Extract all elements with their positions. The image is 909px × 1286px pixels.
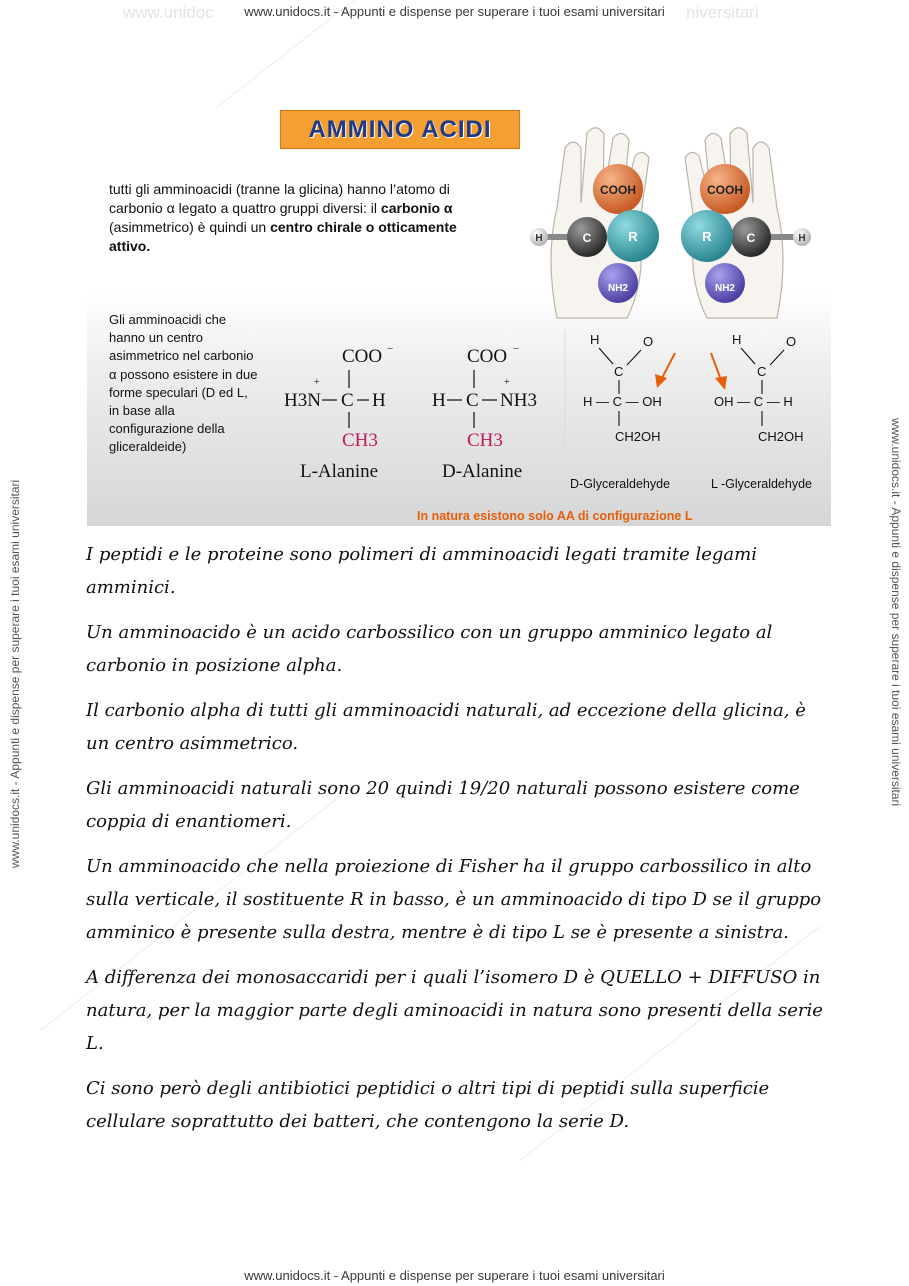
svg-text:NH3: NH3 [500,390,537,411]
note-paragraph: I peptidi e le proteine sono polimeri di amminoacidi legati tramite legami amminici. [86,544,757,598]
handwritten-notes [86,538,826,1150]
side-watermark-right: www.unidocs.it - Appunti e dispense per superare i tuoi esami universitari [889,418,903,807]
svg-text:H: H [590,332,600,347]
svg-text:C: C [746,231,756,245]
svg-text:H: H [432,390,446,411]
note-paragraph: Un amminoacido è un acido carbossilico con un gruppo amminico legato al carbonio in posizione alpha. [86,622,773,676]
svg-text:C: C [757,364,767,379]
svg-text:CH2OH: CH2OH [758,429,804,444]
svg-text:COO: COO [467,346,508,367]
d-glyceraldehyde-label: D-Glyceraldehyde [570,477,671,491]
bottom-watermark[interactable]: www.unidocs.it - Appunti e dispense per superare i tuoi esami universitari [244,1268,665,1283]
svg-text:COO: COO [342,346,383,367]
svg-text:COOH: COOH [707,183,743,197]
note-paragraph: Un amminoacido che nella proiezione di Fisher ha il gruppo carbossilico in alto sulla verticale, il sostituente R in basso, è un amminoacido di tipo D se il gruppo amminico è presente sulla destra, mentre è di tipo L se è presente a sinistra. [86,856,822,943]
svg-text:C: C [466,390,479,411]
note-paragraph: Gli amminoacidi naturali sono 20 quindi 19/20 naturali possono esistere come coppia di enantiomeri. [86,778,800,832]
molecule-diagrams [87,108,831,526]
svg-text:H: H [535,233,543,244]
ghost-watermark-right: niversitari [686,3,759,22]
svg-text:R: R [628,229,638,244]
intro-part-2: (asimmetrico) è quindi un [109,219,271,235]
slide-note: Gli amminoacidi che hanno un centro asimmetrico nel carbonio α possono esistere in due forme speculari (D ed L, in base alla configurazione della gliceraldeide) [109,312,258,455]
svg-text:CH3: CH3 [342,430,378,451]
svg-text:H: H [372,390,386,411]
top-watermark[interactable]: www.unidocs.it - Appunti e dispense per superare i tuoi esami universitari [244,4,665,19]
svg-text:O: O [786,334,797,349]
svg-text:H: H [732,332,742,347]
svg-text:R: R [702,229,712,244]
d-alanine-structure [432,343,537,482]
l-alanine-structure [284,343,393,482]
slide-figure [87,108,831,526]
l-glyceraldehyde-structure [711,332,812,491]
arrow-icon [711,353,721,380]
note-paragraph: Ci sono però degli antibiotici peptidici o altri tipi di peptidi sulla superficie cellulare soprattutto dei batteri, che contengono la serie D. [86,1078,770,1132]
svg-text:H: H [798,233,806,244]
d-glyceraldehyde-structure [570,332,675,491]
arrow-head-icon [655,374,667,388]
svg-text:C: C [341,390,354,411]
svg-text:−: − [513,343,520,355]
svg-text:OH — C — H: OH — C — H [714,394,793,409]
ghost-watermark-left: www.unidoc [123,3,214,22]
svg-text:H3N: H3N [284,390,321,411]
arrow-icon [661,353,675,380]
svg-text:CH2OH: CH2OH [615,429,661,444]
slide-bottom-note: In natura esistono solo AA di configurazione L [417,509,693,523]
d-alanine-label: D-Alanine [442,461,523,482]
intro-bold-2: centro chirale o otticamente attivo. [109,219,457,254]
svg-text:NH2: NH2 [714,283,736,294]
svg-text:O: O [643,334,654,349]
svg-text:+: + [314,377,320,388]
l-alanine-label: L-Alanine [300,461,379,482]
arrow-head-icon [715,376,727,390]
svg-text:−: − [387,343,394,355]
intro-part-1: tutti gli amminoacidi (tranne la glicina) hanno l’atomo di carbonio α legato a quattro gruppi diversi: il [109,181,450,216]
side-watermark-left: www.unidocs.it - Appunti e dispense per superare i tuoi esami universitari [8,479,22,868]
svg-text:C: C [614,364,624,379]
note-paragraph: Il carbonio alpha di tutti gli amminoacidi naturali, ad eccezione della glicina, è un centro asimmetrico. [86,700,806,754]
note-paragraph: A differenza dei monosaccaridi per i quali l’isomero D è QUELLO + DIFFUSO in natura, per la maggior parte degli aminoacidi in natura sono presenti della serie L. [86,967,823,1054]
svg-text:NH2: NH2 [607,283,629,294]
label: COOH [600,183,636,197]
svg-text:C: C [582,231,592,245]
slide-title: AMMINO ACIDI [280,110,520,149]
svg-text:+: + [504,377,510,388]
svg-text:CH3: CH3 [467,430,503,451]
svg-text:H — C — OH: H — C — OH [583,394,662,409]
intro-bold-1: carbonio α [380,200,453,216]
l-glyceraldehyde-label: L -Glyceraldehyde [711,477,812,491]
